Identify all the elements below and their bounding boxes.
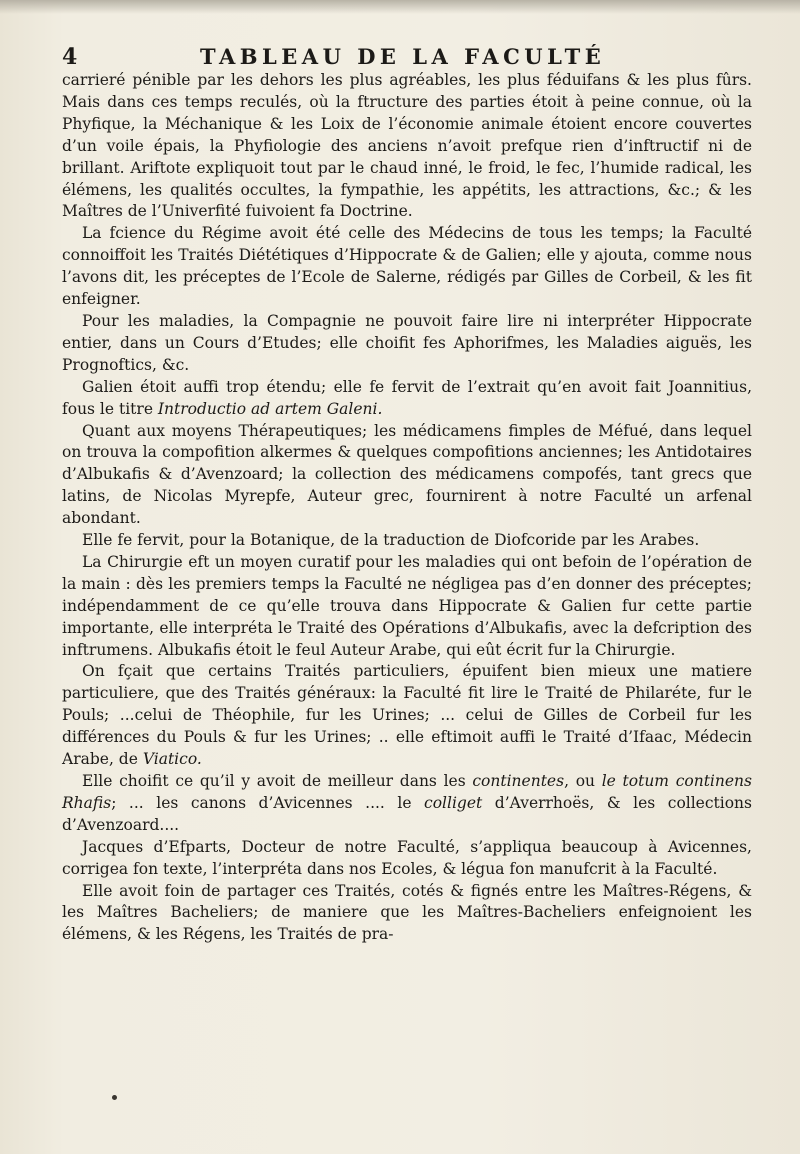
- paragraph-3: Pour les maladies, la Compagnie ne pouvoit faire lire ni interpréter Hippocrate entier, dans un Cours d’Etudes; elle choifit fes Aphorifmes, les Maladies aiguës, les Prognoftics, &c.: [62, 311, 752, 374]
- paragraph-2: La fcience du Régime avoit été celle des Médecins de tous les temps; la Faculté connoiffoit les Traités Diététiques d’Hippocrate & de Galien; elle y ajouta, comme nous l’avons dit, les préceptes de l’Ecole de Salerne, rédigés par Gilles de Corbeil, & les fit enfeigner.: [62, 224, 752, 309]
- paragraph-8: [62, 661, 752, 771]
- paragraph-8-text: On fçait que certains Traités particuliers, épuifent bien mieux une matiere particuliere, que des Traités généraux: la Faculté fit lire le Traité de Philaréte, fur le Pouls; ...celui de Théophile, fur les Urines; ... celui de Gilles de Corbeil fur les différences du Pouls & fur les Urines; .. elle eftimoit auffi le Traité d’Ifaac, Médecin Arabe, de: [62, 662, 752, 769]
- body-text: [62, 70, 752, 946]
- paragraph-9-italic-a: continentes: [472, 772, 565, 790]
- paragraph-1: carrieré pénible par les dehors les plus agréables, les plus féduifans & les plus fûrs. Mais dans ces temps reculés, où la ftructure des parties étoit à peine connue, où la Phyfique, la Méchanique & les Loix de l’économie animale étoient encore couvertes d’un voile épais, la Phyfiologie des anciens n’avoit prefque rien d’inftructif ni de brillant. Ariftote expliquoit tout par le chaud inné, le froid, le fec, l’humide radical, les élémens, les qualités occultes, la fympathie, les appétits, les attractions, &c.; & les Maîtres de l’Univerfité fuivoient fa Doctrine.: [62, 71, 752, 221]
- paragraph-10: Jacques d’Efparts, Docteur de notre Faculté, s’appliqua beaucoup à Avicennes, corrigea fon texte, l’interpréta dans nos Ecoles, & légua fon manufcrit à la Faculté.: [62, 837, 752, 878]
- paragraph-4-text: Galien étoit auffi trop étendu; elle fe fervit de l’extrait qu’en avoit fait Joannitius, fous le titre: [62, 377, 752, 418]
- paragraph-5: Quant aux moyens Thérapeutiques; les médicamens fimples de Méfué, dans lequel on trouva la compofition alkermes & quelques compofitions anciennes; les Antidotaires d’Albukafis & d’Avenzoard; la collection des médicamens compofés, tant grecs que latins, de Nicolas Myrepfe, Auteur grec, fournirent à notre Faculté un arfenal abondant.: [62, 421, 752, 528]
- paragraph-11: Elle avoit foin de partager ces Traités, cotés & fignés entre les Maîtres-Régens, & les Maîtres Bacheliers; de maniere que les Maîtres-Bacheliers enfeignoient les élémens, & les Régens, les Traités de pra-: [62, 881, 752, 944]
- paragraph-4: [62, 377, 752, 421]
- page-number: 4: [62, 44, 78, 70]
- running-head: TABLEAU DE LA FACULTÉ: [200, 44, 606, 69]
- page-edge-shadow: [0, 0, 800, 14]
- paragraph-9: [62, 771, 752, 837]
- paragraph-8-italic-title: Viatico.: [142, 750, 202, 769]
- paragraph-9-italic-b: le totum continens Rhafis: [62, 772, 752, 812]
- ink-speck: [112, 1095, 117, 1100]
- paragraph-9-text-d: d’Averrhoës, & les collections d’Avenzoard....: [62, 793, 752, 834]
- paragraph-4-italic-title: Introductio ad artem Galeni.: [157, 399, 383, 418]
- page-header: [62, 42, 752, 70]
- paragraph-9-text-a: Elle choifit ce qu’il y avoit de meilleur dans les: [82, 772, 473, 790]
- paragraph-9-text-c: ; ... les canons d’Avicennes .... le: [111, 793, 425, 812]
- paragraph-6: Elle fe fervit, pour la Botanique, de la traduction de Diofcoride par les Arabes.: [82, 531, 700, 550]
- paragraph-7: La Chirurgie eft un moyen curatif pour les maladies qui ont befoin de l’opération de la main : dès les premiers temps la Faculté ne négligea pas d’en donner des préceptes; indépendamment de ce qu’elle trouva dans Hippocrate & Galien fur cette partie importante, elle interpréta le Traité des Opérations d’Albukafis, avec la defcription des inftrumens. Albukafis étoit le feul Auteur Arabe, qui eût écrit fur la Chirurgie.: [62, 552, 752, 659]
- paragraph-9-italic-c: colliget: [424, 793, 483, 812]
- paragraph-9-text-b: , ou: [564, 772, 602, 790]
